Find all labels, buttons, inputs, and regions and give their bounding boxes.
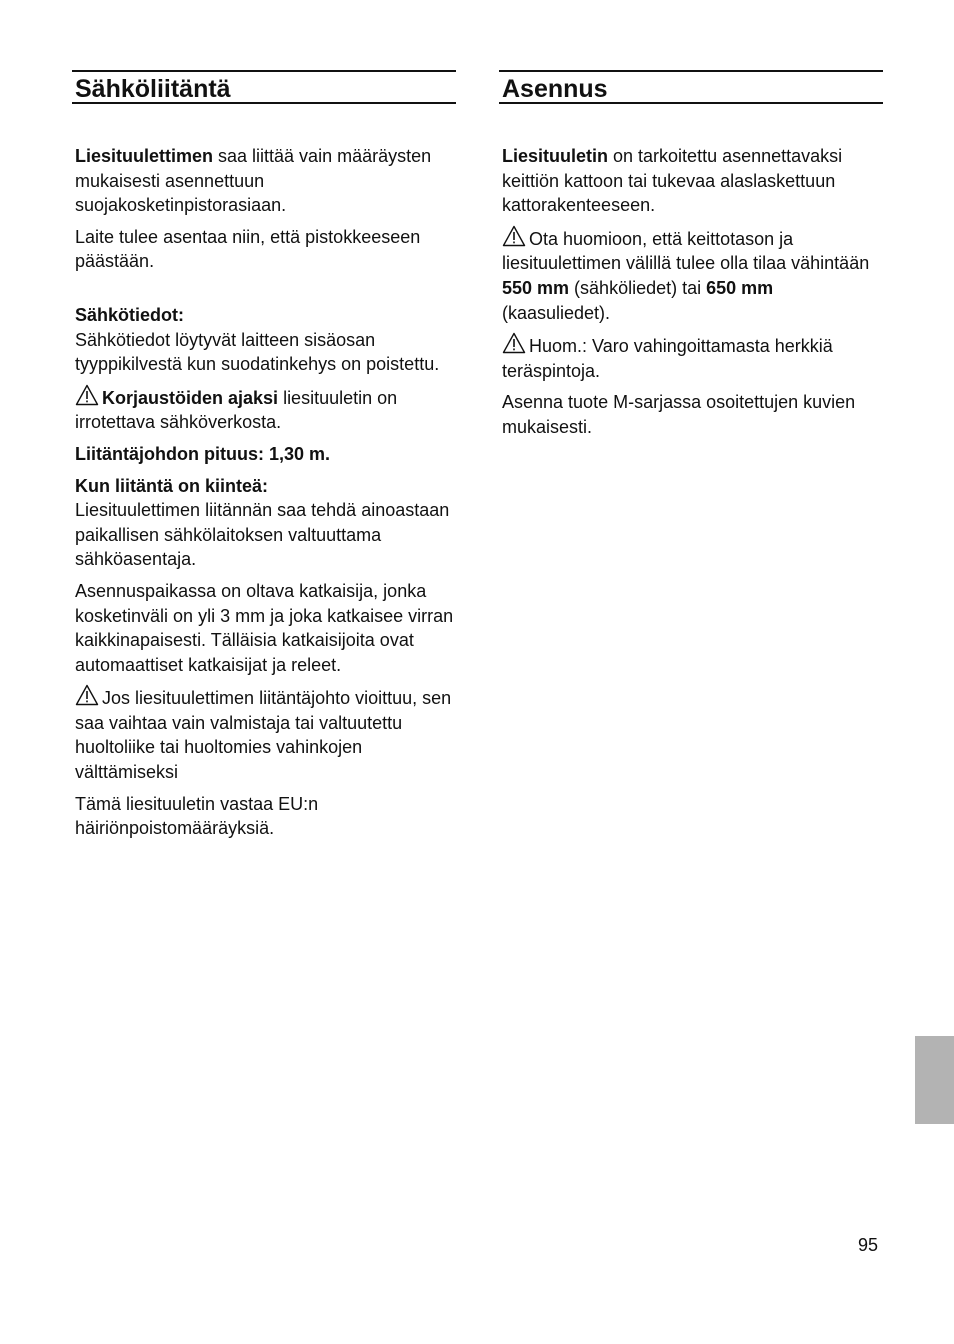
section-installation bbox=[499, 70, 883, 447]
paragraph bbox=[502, 390, 883, 439]
paragraph-text: Huom.: Varo vahingoittamasta herkkiä teräspintoja. bbox=[502, 336, 833, 381]
bold-measure: 550 mm bbox=[502, 277, 570, 298]
subheading: Sähkötiedot: bbox=[75, 304, 185, 325]
paragraph bbox=[502, 332, 883, 383]
paragraph bbox=[75, 225, 456, 274]
paragraph bbox=[75, 684, 456, 784]
paragraph-text: Liesituulettimen liitännän saa tehdä ainoastaan paikallisen sähkölaitoksen valtuuttama sähköasentaja. bbox=[75, 500, 450, 570]
paragraph-text: Asenna tuote M-sarjassa osoitettujen kuvien mukaisesti. bbox=[502, 392, 856, 437]
bold-term: Liesituuletin bbox=[502, 146, 609, 166]
paragraph bbox=[502, 225, 883, 325]
paragraph-text: Sähkötiedot löytyvät laitteen sisäosan tyyppikilvestä kun suodatinkehys on poistettu. bbox=[75, 329, 440, 375]
page-number: 95 bbox=[857, 1235, 878, 1255]
paragraph bbox=[75, 474, 456, 572]
paragraph-text: liesituuletin on irrotettava sähköverkosta. bbox=[75, 387, 398, 433]
warning-triangle-icon bbox=[502, 332, 526, 354]
subheading: Kun liitäntä on kiinteä: bbox=[75, 475, 269, 496]
paragraph-text: (kaasuliedet). bbox=[502, 302, 611, 323]
bold-term: Liesituulettimen bbox=[75, 146, 214, 166]
bold-term: Korjaustöiden ajaksi bbox=[102, 387, 279, 408]
warning-triangle-icon bbox=[75, 684, 99, 706]
paragraph-text: Ota huomioon, että keittotason ja liesituulettimen välillä tulee olla tilaa vähintään bbox=[502, 228, 870, 274]
paragraph bbox=[75, 579, 456, 677]
paragraph-text: (sähköliedet) tai bbox=[569, 277, 707, 298]
warning-triangle-icon bbox=[75, 384, 99, 406]
warning-triangle-icon bbox=[502, 225, 526, 247]
bold-line: Liitäntäjohdon pituus: 1,30 m. bbox=[75, 443, 331, 464]
paragraph bbox=[75, 303, 456, 377]
section-body bbox=[499, 144, 883, 440]
section-electrical-connection bbox=[72, 70, 456, 848]
spacer bbox=[75, 281, 456, 303]
bold-measure: 650 mm bbox=[706, 277, 774, 298]
section-body bbox=[72, 144, 456, 841]
paragraph-text: saa liittää vain määräysten mukaisesti asennettuun suojakosketinpistorasiaan. bbox=[75, 146, 432, 216]
paragraph bbox=[75, 144, 456, 218]
paragraph-text: on tarkoitettu asennettavaksi keittiön kattoon tai tukevaa alaslaskettuun kattorakenteeseen. bbox=[502, 146, 843, 216]
paragraph-text: Jos liesituulettimen liitäntäjohto vioittuu, sen saa vaihtaa vain valmistaja tai valtuutettu huoltoliike tai huoltomies vahinkojen välttämiseksi bbox=[75, 688, 452, 783]
paragraph bbox=[75, 384, 456, 435]
language-tab-marker bbox=[915, 1036, 954, 1124]
section-heading: Sähköliitäntä bbox=[72, 70, 456, 104]
paragraph bbox=[75, 442, 456, 467]
paragraph-text: Asennuspaikassa on oltava katkaisija, jonka kosketinväli on yli 3 mm ja joka katkaisee virran kaikkinapaisesti. Tälläisia katkaisijoita ovat automaattiset katkaisijat ja releet. bbox=[75, 580, 454, 675]
paragraph bbox=[75, 792, 456, 841]
paragraph bbox=[502, 144, 883, 218]
paragraph-text: Tämä liesituuletin vastaa EU:n häiriönpoistomääräyksiä. bbox=[75, 793, 319, 839]
section-heading: Asennus bbox=[499, 70, 883, 104]
paragraph-text: Laite tulee asentaa niin, että pistokkeeseen päästään. bbox=[75, 226, 421, 272]
